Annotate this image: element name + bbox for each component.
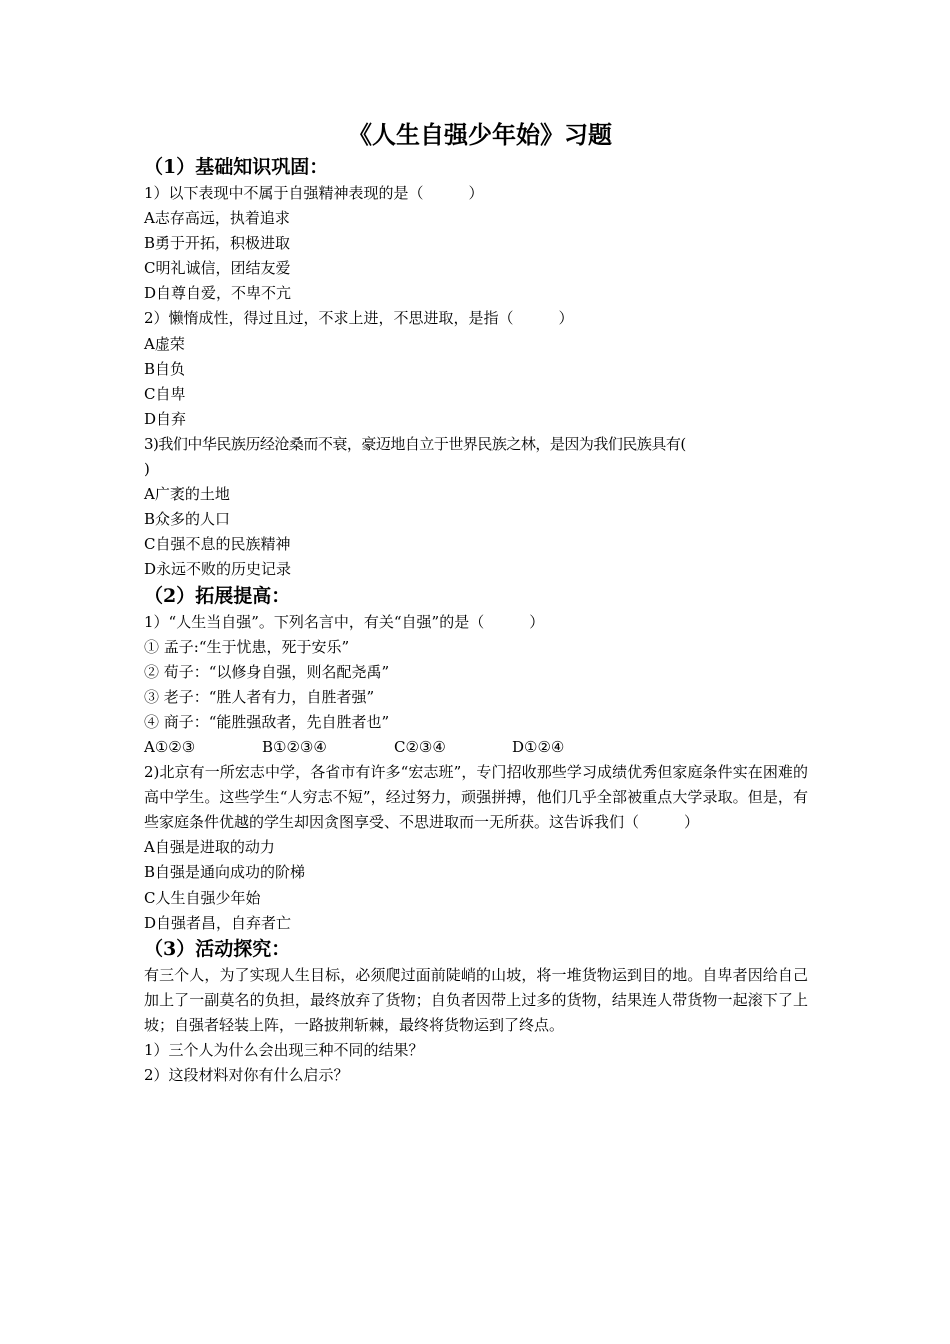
question-line: 1）三个人为什么会出现三种不同的结果？ (144, 1041, 424, 1059)
option-line: B勇于开拓，积极进取 (144, 234, 291, 253)
section-heading: （3）活动探究： (144, 937, 291, 960)
option-d: D①②④ (512, 737, 565, 756)
section-heading: （2）拓展提高： (144, 584, 291, 607)
section-basic (144, 154, 808, 583)
option-a: A①②③ (144, 737, 196, 756)
option-line: C人生自强少年始 (144, 888, 261, 907)
option-line: C自卑 (144, 384, 186, 403)
options-row (144, 735, 808, 760)
option-b: B①②③④ (262, 737, 327, 756)
question-line: 2）这段材料对你有什么启示？ (144, 1066, 349, 1085)
option-line: D自尊自爱，不卑不亢 (144, 284, 292, 303)
option-line: C明礼诚信，团结友爱 (144, 259, 291, 278)
question-line: 2）懒惰成性，得过且过，不求上进，不思进取，是指（ ） (144, 309, 574, 328)
question-paragraph: 2)北京有一所宏志中学，各省市有许多“宏志班”，专门招收那些学习成绩优秀但家庭条件实在困难的高中学生。这些学生“人穷志不短”，经过努力，顽强拼搏，他们几乎全部被重点大学录取。但是，有些家庭条件优越的学生却因贪图享受、不思进取而一无所获。这告诉我们（ ） (144, 763, 808, 832)
option-line: A广袤的土地 (144, 485, 230, 504)
option-line: A志存高远，执着追求 (144, 209, 290, 228)
option-line: C自强不息的民族精神 (144, 535, 291, 554)
option-line: D自弃 (144, 409, 187, 428)
question-line: 1）“人生当自强”。下列名言中，有关“自强”的是（ ） (144, 612, 545, 631)
section-activity (144, 936, 808, 1088)
option-line: B自强是通向成功的阶梯 (144, 863, 306, 882)
quote-line: ① 孟子:“生于忧患，死于安乐” (144, 637, 350, 656)
section-extension (144, 583, 808, 936)
option-line: A自强是进取的动力 (144, 838, 275, 857)
option-line: B众多的人口 (144, 510, 231, 529)
quote-line: ③ 老子：“胜人者有力，自胜者强” (144, 687, 375, 706)
option-line: D自强者昌，自弃者亡 (144, 913, 292, 932)
section-heading: （1）基础知识巩固： (144, 156, 329, 178)
document-page (144, 118, 808, 1088)
quote-line: ② 荀子：“以修身自强，则名配尧禹” (144, 662, 390, 681)
option-c: C②③④ (394, 737, 446, 756)
story-paragraph: 有三个人，为了实现人生目标，必须爬过面前陡峭的山坡，将一堆货物运到目的地。自卑者因给自己加上了一副莫名的负担，最终放弃了货物；自负者因带上过多的货物，结果连人带货物一起滚下了上坡；自强者轻装上阵，一路披荆斩棘，最终将货物运到了终点。 (144, 965, 808, 1034)
question-line: 3)我们中华民族历经沧桑而不衰，豪迈地自立于世界民族之林，是因为我们民族具有( (144, 434, 686, 453)
option-line: A虚荣 (144, 334, 185, 353)
question-line: 1）以下表现中不属于自强精神表现的是（ ） (144, 184, 484, 202)
question-line-continued: ) (144, 460, 150, 479)
option-line: B自负 (144, 359, 186, 378)
quote-line: ④ 商子：“能胜强敌者，先自胜者也” (144, 712, 390, 731)
page-title: 《人生自强少年始》习题 (348, 120, 612, 149)
option-line: D永远不败的历史记录 (144, 560, 292, 579)
